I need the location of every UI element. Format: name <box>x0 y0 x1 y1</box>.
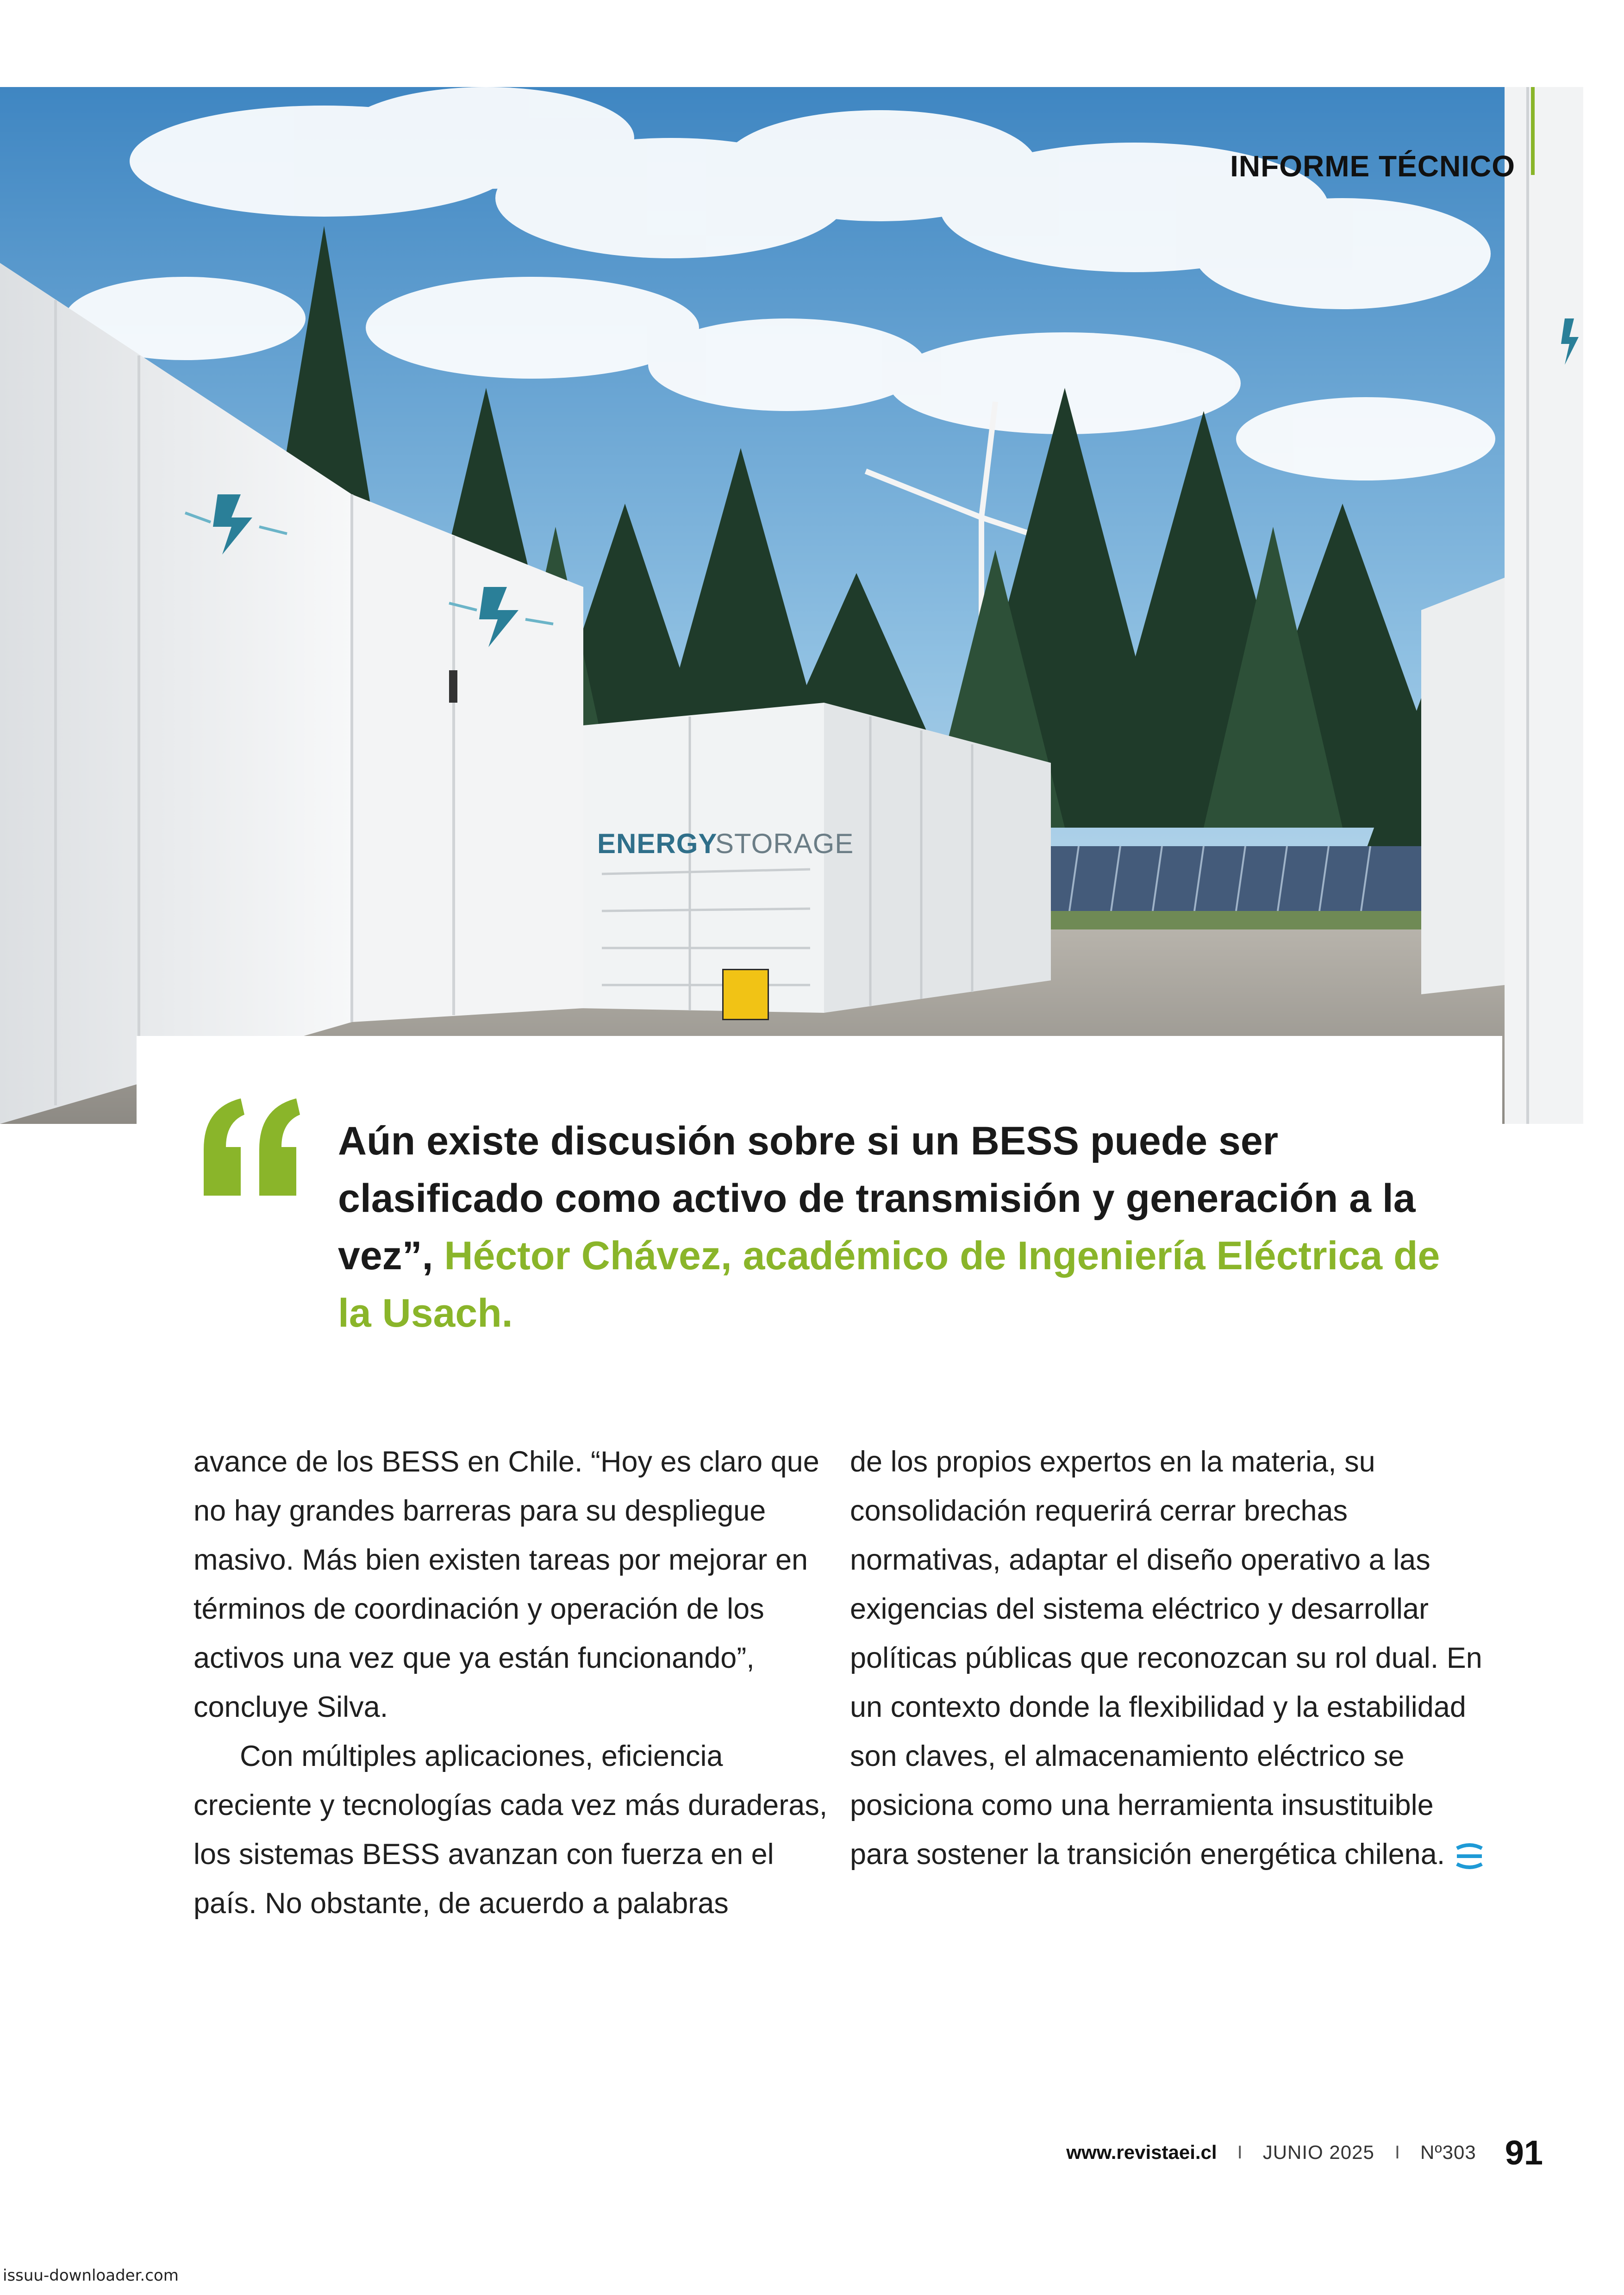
page-number: 91 <box>1505 2133 1543 2172</box>
body-paragraph-text: de los propios expertos en la materia, su consolidación requerirá cerrar brechas normativas, adaptar el diseño operativo a las exigencias del sistema eléctrico y desarrollar políticas públicas que reconozcan su rol dual. En un contexto donde la flexibilidad y la estabilidad son claves, el almacenamiento eléctrico se posiciona como una herramienta insustituible para sostener la transición energética chilena. <box>850 1446 1482 1871</box>
footer-separator: I <box>1394 2142 1400 2163</box>
energy-storage-illustration <box>0 87 1583 1124</box>
issue-number: Nº303 <box>1420 2141 1476 2163</box>
issue-date: JUNIO 2025 <box>1262 2141 1374 2163</box>
caution-sign <box>722 969 769 1020</box>
quote-text <box>338 1112 1458 1342</box>
website-link[interactable]: www.revistaei.cl <box>1066 2141 1217 2163</box>
container-brand-energy: ENERGY <box>597 828 718 859</box>
body-column-right <box>850 1437 1493 1879</box>
solar-panels <box>1051 846 1421 911</box>
section-tag-rule <box>1531 87 1535 175</box>
quote-author: Héctor Chávez, académico de Ingeniería Eléctrica de la Usach. <box>338 1234 1440 1335</box>
watermark: issuu-downloader.com <box>3 2266 179 2285</box>
pull-quote <box>137 1036 1502 1335</box>
quote-statement: Aún existe discusión sobre si un BESS puede ser clasificado como activo de transmisión y generación a la vez”, <box>338 1119 1416 1278</box>
body-paragraph: Con múltiples aplicaciones, eficiencia creciente y tecnologías cada vez más duraderas, los sistemas BESS avanzan con fuerza en el país. No obstante, de acuerdo a palabras <box>194 1740 828 1920</box>
body-column-left <box>194 1437 837 1928</box>
body-paragraph-final <box>850 1437 1493 1879</box>
quote-mark-icon <box>190 1089 306 1205</box>
hero-photo <box>0 87 1583 1124</box>
container-brand-storage: STORAGE <box>715 828 854 859</box>
body-paragraph: avance de los BESS en Chile. “Hoy es claro que no hay grandes barreras para su despliegue masivo. Más bien existen tareas por mejorar en términos de coordinación y operación de los activos una vez que ya están funcionando”, concluye Silva. <box>194 1446 819 1723</box>
end-of-article-icon <box>1453 1842 1486 1871</box>
footer-separator: I <box>1237 2142 1243 2163</box>
section-tag: INFORME TÉCNICO <box>1230 150 1515 183</box>
page-footer <box>1066 2127 1543 2178</box>
